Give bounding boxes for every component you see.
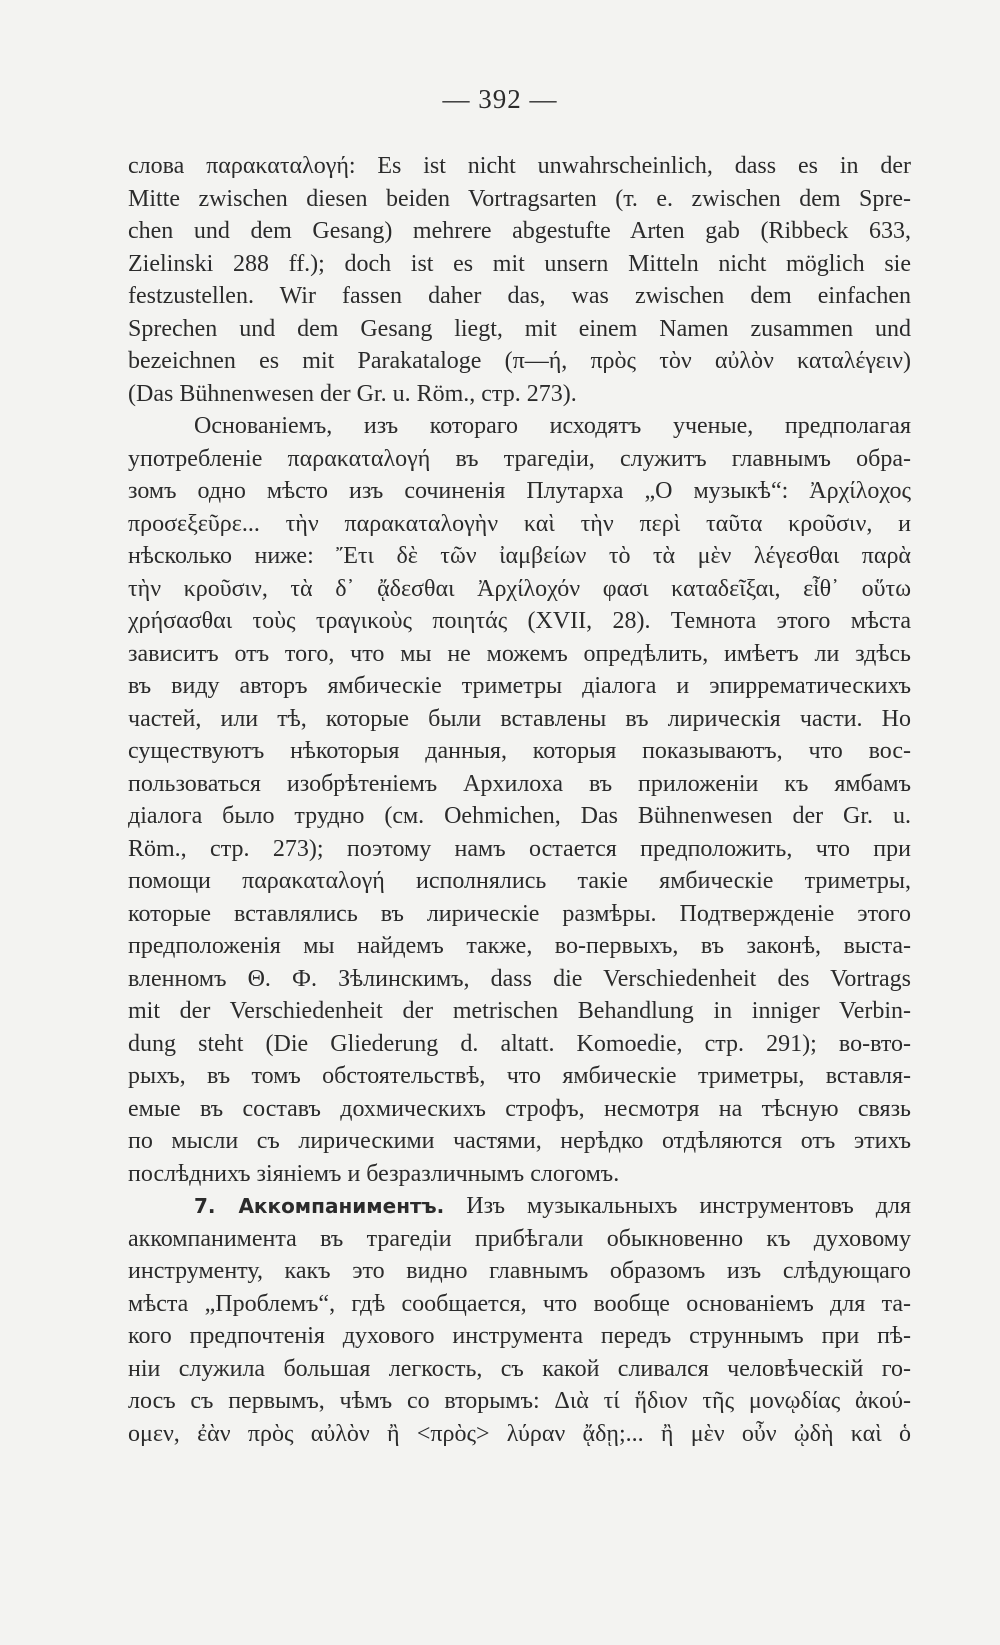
line-text: Основаніемъ, изъ котораго исходятъ ученые, предполагая — [194, 413, 911, 439]
text-line — [128, 1385, 911, 1418]
text-line — [128, 280, 911, 313]
text-line — [128, 768, 911, 801]
text-line — [128, 183, 911, 216]
line-text: mit der Verschiedenheit der metrischen Behandlung in inniger Verbin- — [128, 998, 911, 1024]
line-text: προσεξεῦρε... τὴν παρακαταλογὴν καὶ τὴν περὶ ταῦτα κροῦσιν, и — [128, 510, 911, 537]
line-text: зависитъ отъ того, что мы не можемъ опредѣлить, имѣетъ ли здѣсь — [128, 640, 911, 667]
line-text: употребленіе παρακαταλογή въ трагедіи, служитъ главнымъ обра- — [128, 445, 911, 472]
line-text: послѣднихъ зіяніемъ и безразличнымъ слогомъ. — [128, 1160, 620, 1187]
line-text: по мысли съ лирическими частями, нерѣдко отдѣляются отъ этихъ — [128, 1128, 911, 1154]
line-text: помощи παρακαταλογή исполнялись такіе ямбическіе триметры, — [128, 868, 911, 894]
text-line — [128, 1125, 911, 1158]
text-line — [128, 540, 911, 573]
line-text: лосъ съ первымъ, чѣмъ со вторымъ: Διὰ τί ἥδιον τῆς μονῳδίας ἀκού- — [128, 1388, 911, 1414]
text-line — [128, 1060, 911, 1093]
text-line — [128, 215, 911, 248]
text-line — [128, 930, 911, 963]
line-text: Röm., стр. 273); поэтому намъ остается предположить, что при — [128, 835, 911, 862]
text-line — [128, 1255, 911, 1288]
text-line — [128, 735, 911, 768]
text-line — [128, 995, 911, 1028]
text-line — [128, 1223, 911, 1256]
line-text: вленномъ Θ. Ф. Зѣлинскимъ, dass die Verschiedenheit des Vortrags — [128, 965, 911, 992]
text-line — [128, 1288, 911, 1321]
text-line — [128, 605, 911, 638]
body-text — [128, 150, 911, 1450]
line-text: пользоваться изобрѣтеніемъ Архилоха въ приложеніи къ ямбамъ — [128, 770, 911, 797]
line-text: предположенія мы найдемъ также, во-первыхъ, въ законѣ, выста- — [128, 933, 911, 959]
text-line — [128, 703, 911, 736]
line-text: слова παρακαταλογή: Es ist nicht unwahrscheinlich, dass es in der — [128, 153, 911, 179]
line-text: существуютъ нѣкоторыя данныя, которыя показываютъ, что вос- — [128, 738, 911, 764]
line-text: частей, или тѣ, которые были вставлены въ лирическія части. Но — [128, 705, 911, 732]
text-line — [128, 1028, 911, 1061]
section-heading-line — [128, 1190, 911, 1223]
text-line — [128, 150, 911, 183]
line-text: Zielinski 288 ff.); doch ist es mit unsern Mitteln nicht möglich sie — [128, 250, 911, 277]
text-line — [128, 573, 911, 606]
line-text: χρήσασθαι τοὺς τραγικοὺς ποιητάς (XVII, 28). Темнота этого мѣста — [128, 608, 911, 634]
line-text: рыхъ, въ томъ обстоятельствѣ, что ямбическіе триметры, вставля- — [128, 1063, 911, 1089]
text-line — [128, 345, 911, 378]
text-line — [128, 898, 911, 931]
line-text: кого предпочтенія духового инструмента передъ струннымъ при пѣ- — [128, 1323, 911, 1349]
text-line — [128, 248, 911, 281]
line-text: инструменту, какъ это видно главнымъ образомъ изъ слѣдующаго — [128, 1258, 911, 1284]
line-text: ομεν, ἐὰν πρὸς αὐλὸν ἢ <πρὸς> λύραν ᾄδῃ;... ἢ μὲν οὖν ᾠδὴ καὶ ὁ — [128, 1420, 911, 1447]
line-text: мѣста „Проблемъ“, гдѣ сообщается, что вообще основаніемъ для та- — [128, 1290, 911, 1317]
line-text: chen und dem Gesang) mehrere abgestufte Arten gab (Ribbeck 633, — [128, 218, 911, 244]
line-text: Mitte zwischen diesen beiden Vortragsarten (т. е. zwischen dem Spre- — [128, 185, 911, 212]
text-line — [128, 410, 911, 443]
text-line — [128, 378, 911, 411]
text-line — [128, 865, 911, 898]
text-line — [128, 475, 911, 508]
page-number-header: — 392 — — [442, 84, 558, 114]
line-text: festzustellen. Wir fassen daher das, was zwischen dem einfachen — [128, 283, 911, 309]
line-text: ніи служила большая легкость, съ какой сливался человѣческій го- — [128, 1355, 911, 1382]
line-text: въ виду авторъ ямбическіе триметры діалога и эпирремaтическихъ — [128, 673, 911, 699]
line-text: Sprechen und dem Gesang liegt, mit einem Namen zusammen und — [128, 315, 911, 342]
text-line — [128, 670, 911, 703]
section-heading: 7. Аккомпаниментъ. — [194, 1194, 445, 1218]
line-text: емые въ составъ дохмическихъ строфъ, несмотря на тѣсную связь — [128, 1095, 911, 1122]
line-text: зомъ одно мѣсто изъ сочиненія Плутарха „О музыкѣ“: Ἀρχίλοχος — [128, 478, 911, 504]
line-text: аккомпанимента въ трагедіи прибѣгали обыкновенно къ духовому — [128, 1225, 911, 1252]
text-line — [128, 1093, 911, 1126]
text-line — [128, 1418, 911, 1451]
text-line — [128, 833, 911, 866]
text-line — [128, 443, 911, 476]
line-text: bezeichnen es mit Parakataloge (π—ή, πρὸς τὸν αὐλὸν καταλέγειν) — [128, 348, 911, 374]
text-line — [128, 638, 911, 671]
line-text: нѣсколько ниже: Ἔτι δὲ τῶν ἰαμβείων τὸ τὰ μὲν λέγεσθαι παρὰ — [128, 543, 911, 569]
text-line — [128, 1158, 911, 1191]
text-line — [128, 508, 911, 541]
text-line — [128, 1353, 911, 1386]
line-text: τὴν κροῦσιν, τὰ δ᾽ ᾄδεσθαι Ἀρχίλοχόν φασι καταδεῖξαι, εἶθ᾽ οὕτω — [128, 575, 911, 602]
line-text: Изъ музыкальныхъ инструментовъ для — [466, 1193, 911, 1219]
line-text: (Das Bühnenwesen der Gr. u. Röm., стр. 273). — [128, 380, 577, 407]
text-line — [128, 800, 911, 833]
line-text: діалога было трудно (см. Oehmichen, Das Bühnenwesen der Gr. u. — [128, 803, 911, 829]
text-line — [128, 313, 911, 346]
line-text: которые вставлялись въ лирическіе размѣры. Подтвержденіе этого — [128, 900, 911, 927]
text-line — [128, 1320, 911, 1353]
line-text: dung steht (Die Gliederung d. altatt. Komoedie, стр. 291); во-вто- — [128, 1030, 911, 1057]
text-line — [128, 963, 911, 996]
